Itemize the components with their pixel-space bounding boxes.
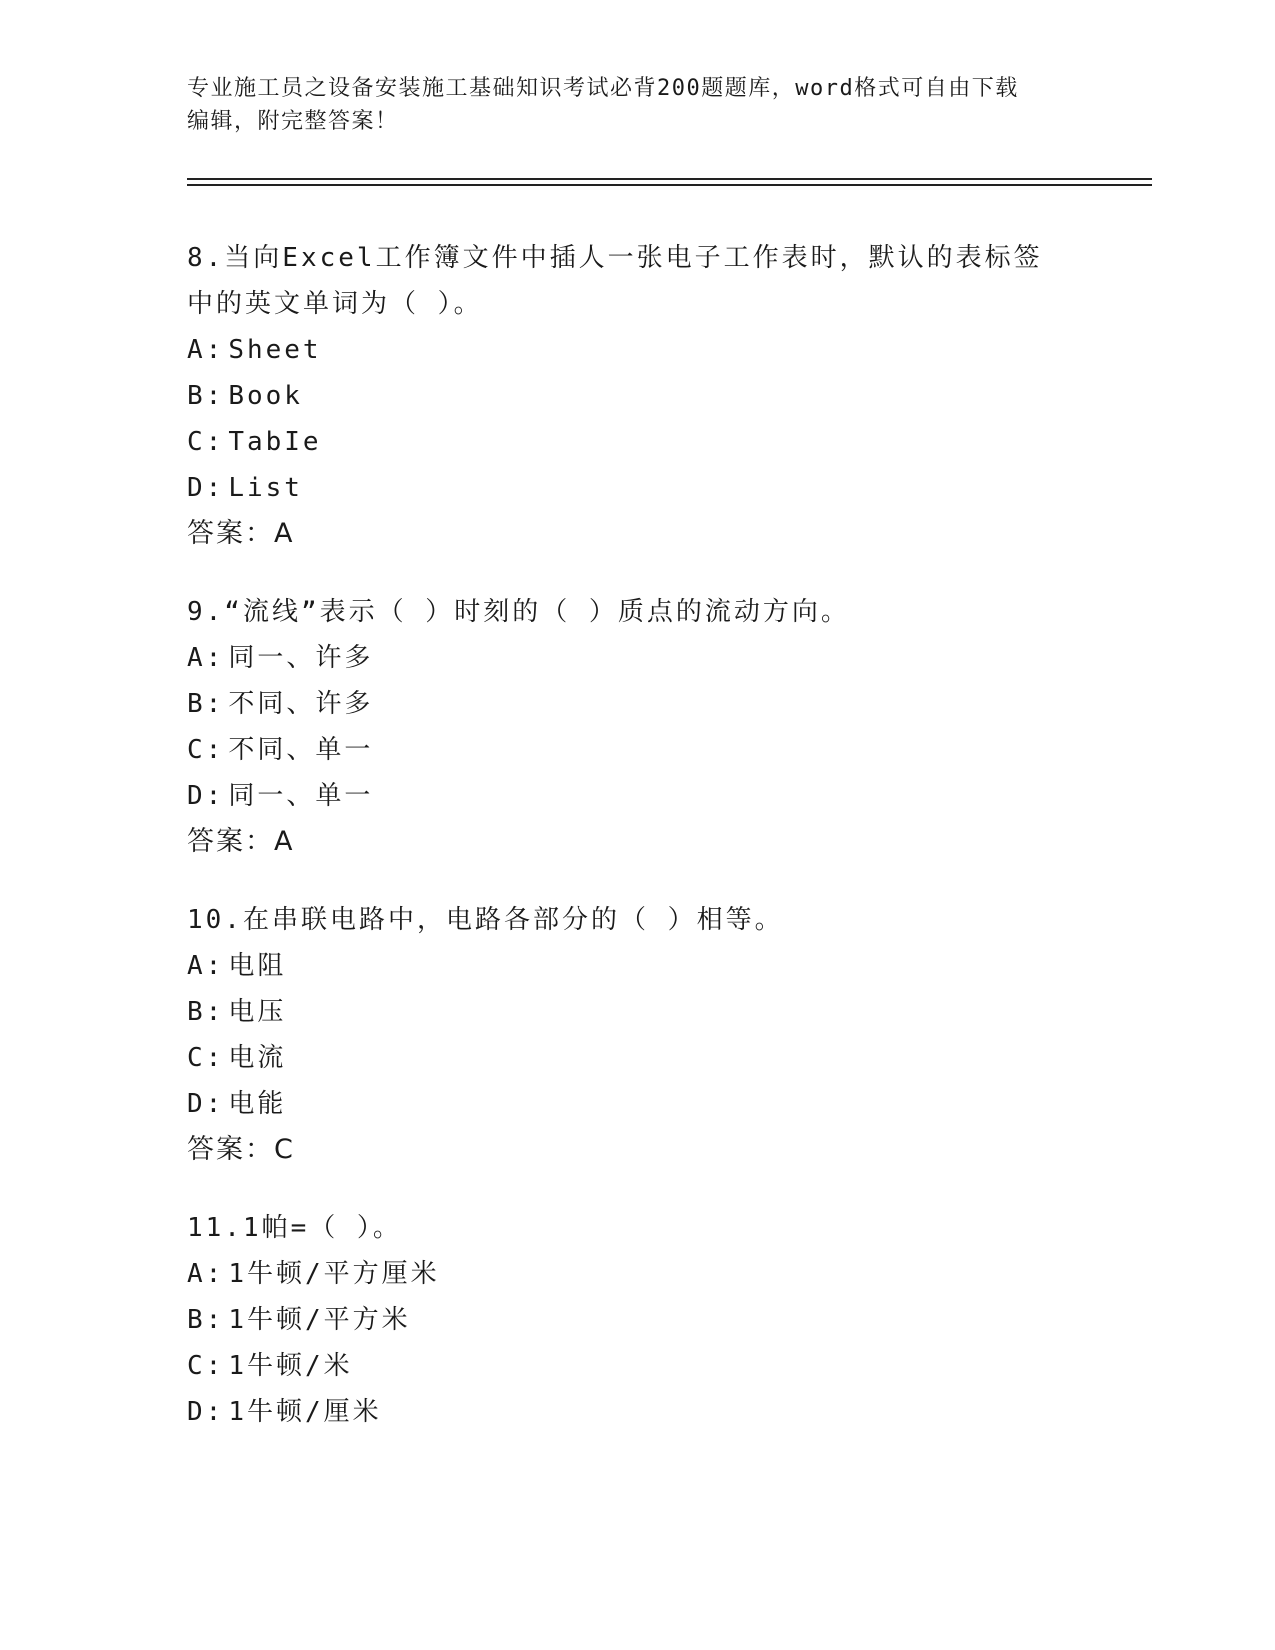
option-key: C: — [187, 1043, 225, 1073]
option-value: Sheet — [228, 335, 322, 365]
option-key: B: — [187, 1305, 225, 1335]
question-text: 10.在串联电路中，电路各部分的（ ）相等。 — [187, 905, 784, 935]
option-value: 1牛顿/平方米 — [228, 1305, 411, 1335]
option-key: D: — [187, 781, 225, 811]
option-key: D: — [187, 473, 225, 503]
option-d — [187, 1389, 1087, 1435]
question-9 — [187, 589, 1087, 865]
option-value: 同一、许多 — [228, 643, 374, 673]
option-value: 电压 — [228, 997, 287, 1027]
question-text: 9.“流线”表示（ ）时刻的（ ）质点的流动方向。 — [187, 597, 850, 627]
option-a — [187, 1251, 1087, 1297]
option-c — [187, 727, 1087, 773]
option-key: C: — [187, 735, 225, 765]
option-key: B: — [187, 689, 225, 719]
option-c — [187, 419, 1087, 465]
header-title-line-2: 编辑，附完整答案！ — [187, 109, 399, 134]
option-a — [187, 635, 1087, 681]
question-text: 11.1帕=（ ）。 — [187, 1213, 402, 1243]
question-list — [187, 235, 1087, 1467]
option-value: 1牛顿/平方厘米 — [228, 1259, 440, 1289]
option-value: 1牛顿/米 — [228, 1351, 353, 1381]
option-value: 同一、单一 — [228, 781, 374, 811]
question-11 — [187, 1205, 1087, 1435]
option-value: 电能 — [228, 1089, 287, 1119]
option-d — [187, 773, 1087, 819]
option-value: List — [228, 473, 303, 503]
option-key: B: — [187, 381, 225, 411]
option-value: 不同、许多 — [228, 689, 374, 719]
option-b — [187, 681, 1087, 727]
option-key: B: — [187, 997, 225, 1027]
option-c — [187, 1343, 1087, 1389]
option-d — [187, 1081, 1087, 1127]
option-value: 不同、单一 — [228, 735, 374, 765]
option-key: D: — [187, 1397, 225, 1427]
option-value: 电流 — [228, 1043, 287, 1073]
option-value: Book — [228, 381, 303, 411]
answer-label: 答案：C — [187, 1134, 295, 1165]
question-10 — [187, 897, 1087, 1173]
option-value: 电阻 — [228, 951, 287, 981]
header-title-line-1: 专业施工员之设备安装施工基础知识考试必背200题题库，word格式可自由下载 — [187, 76, 1019, 101]
option-value: TabIe — [228, 427, 322, 457]
option-a — [187, 943, 1087, 989]
option-b — [187, 373, 1087, 419]
option-d — [187, 465, 1087, 511]
answer-label: 答案：A — [187, 826, 295, 857]
option-key: A: — [187, 951, 225, 981]
question-8 — [187, 235, 1087, 557]
option-key: A: — [187, 335, 225, 365]
option-key: D: — [187, 1089, 225, 1119]
option-a — [187, 327, 1087, 373]
header-rule-bottom — [187, 184, 1152, 186]
document-header — [187, 72, 1077, 138]
option-b — [187, 1297, 1087, 1343]
option-key: C: — [187, 1351, 225, 1381]
option-b — [187, 989, 1087, 1035]
option-c — [187, 1035, 1087, 1081]
question-text: 8.当向Excel工作簿文件中插人一张电子工作表时，默认的表标签中的英文单词为（ ）。 — [187, 243, 1043, 319]
answer-label: 答案：A — [187, 518, 295, 549]
option-key: A: — [187, 643, 225, 673]
option-key: C: — [187, 427, 225, 457]
option-key: A: — [187, 1259, 225, 1289]
header-rule-top — [187, 178, 1152, 180]
option-value: 1牛顿/厘米 — [228, 1397, 382, 1427]
